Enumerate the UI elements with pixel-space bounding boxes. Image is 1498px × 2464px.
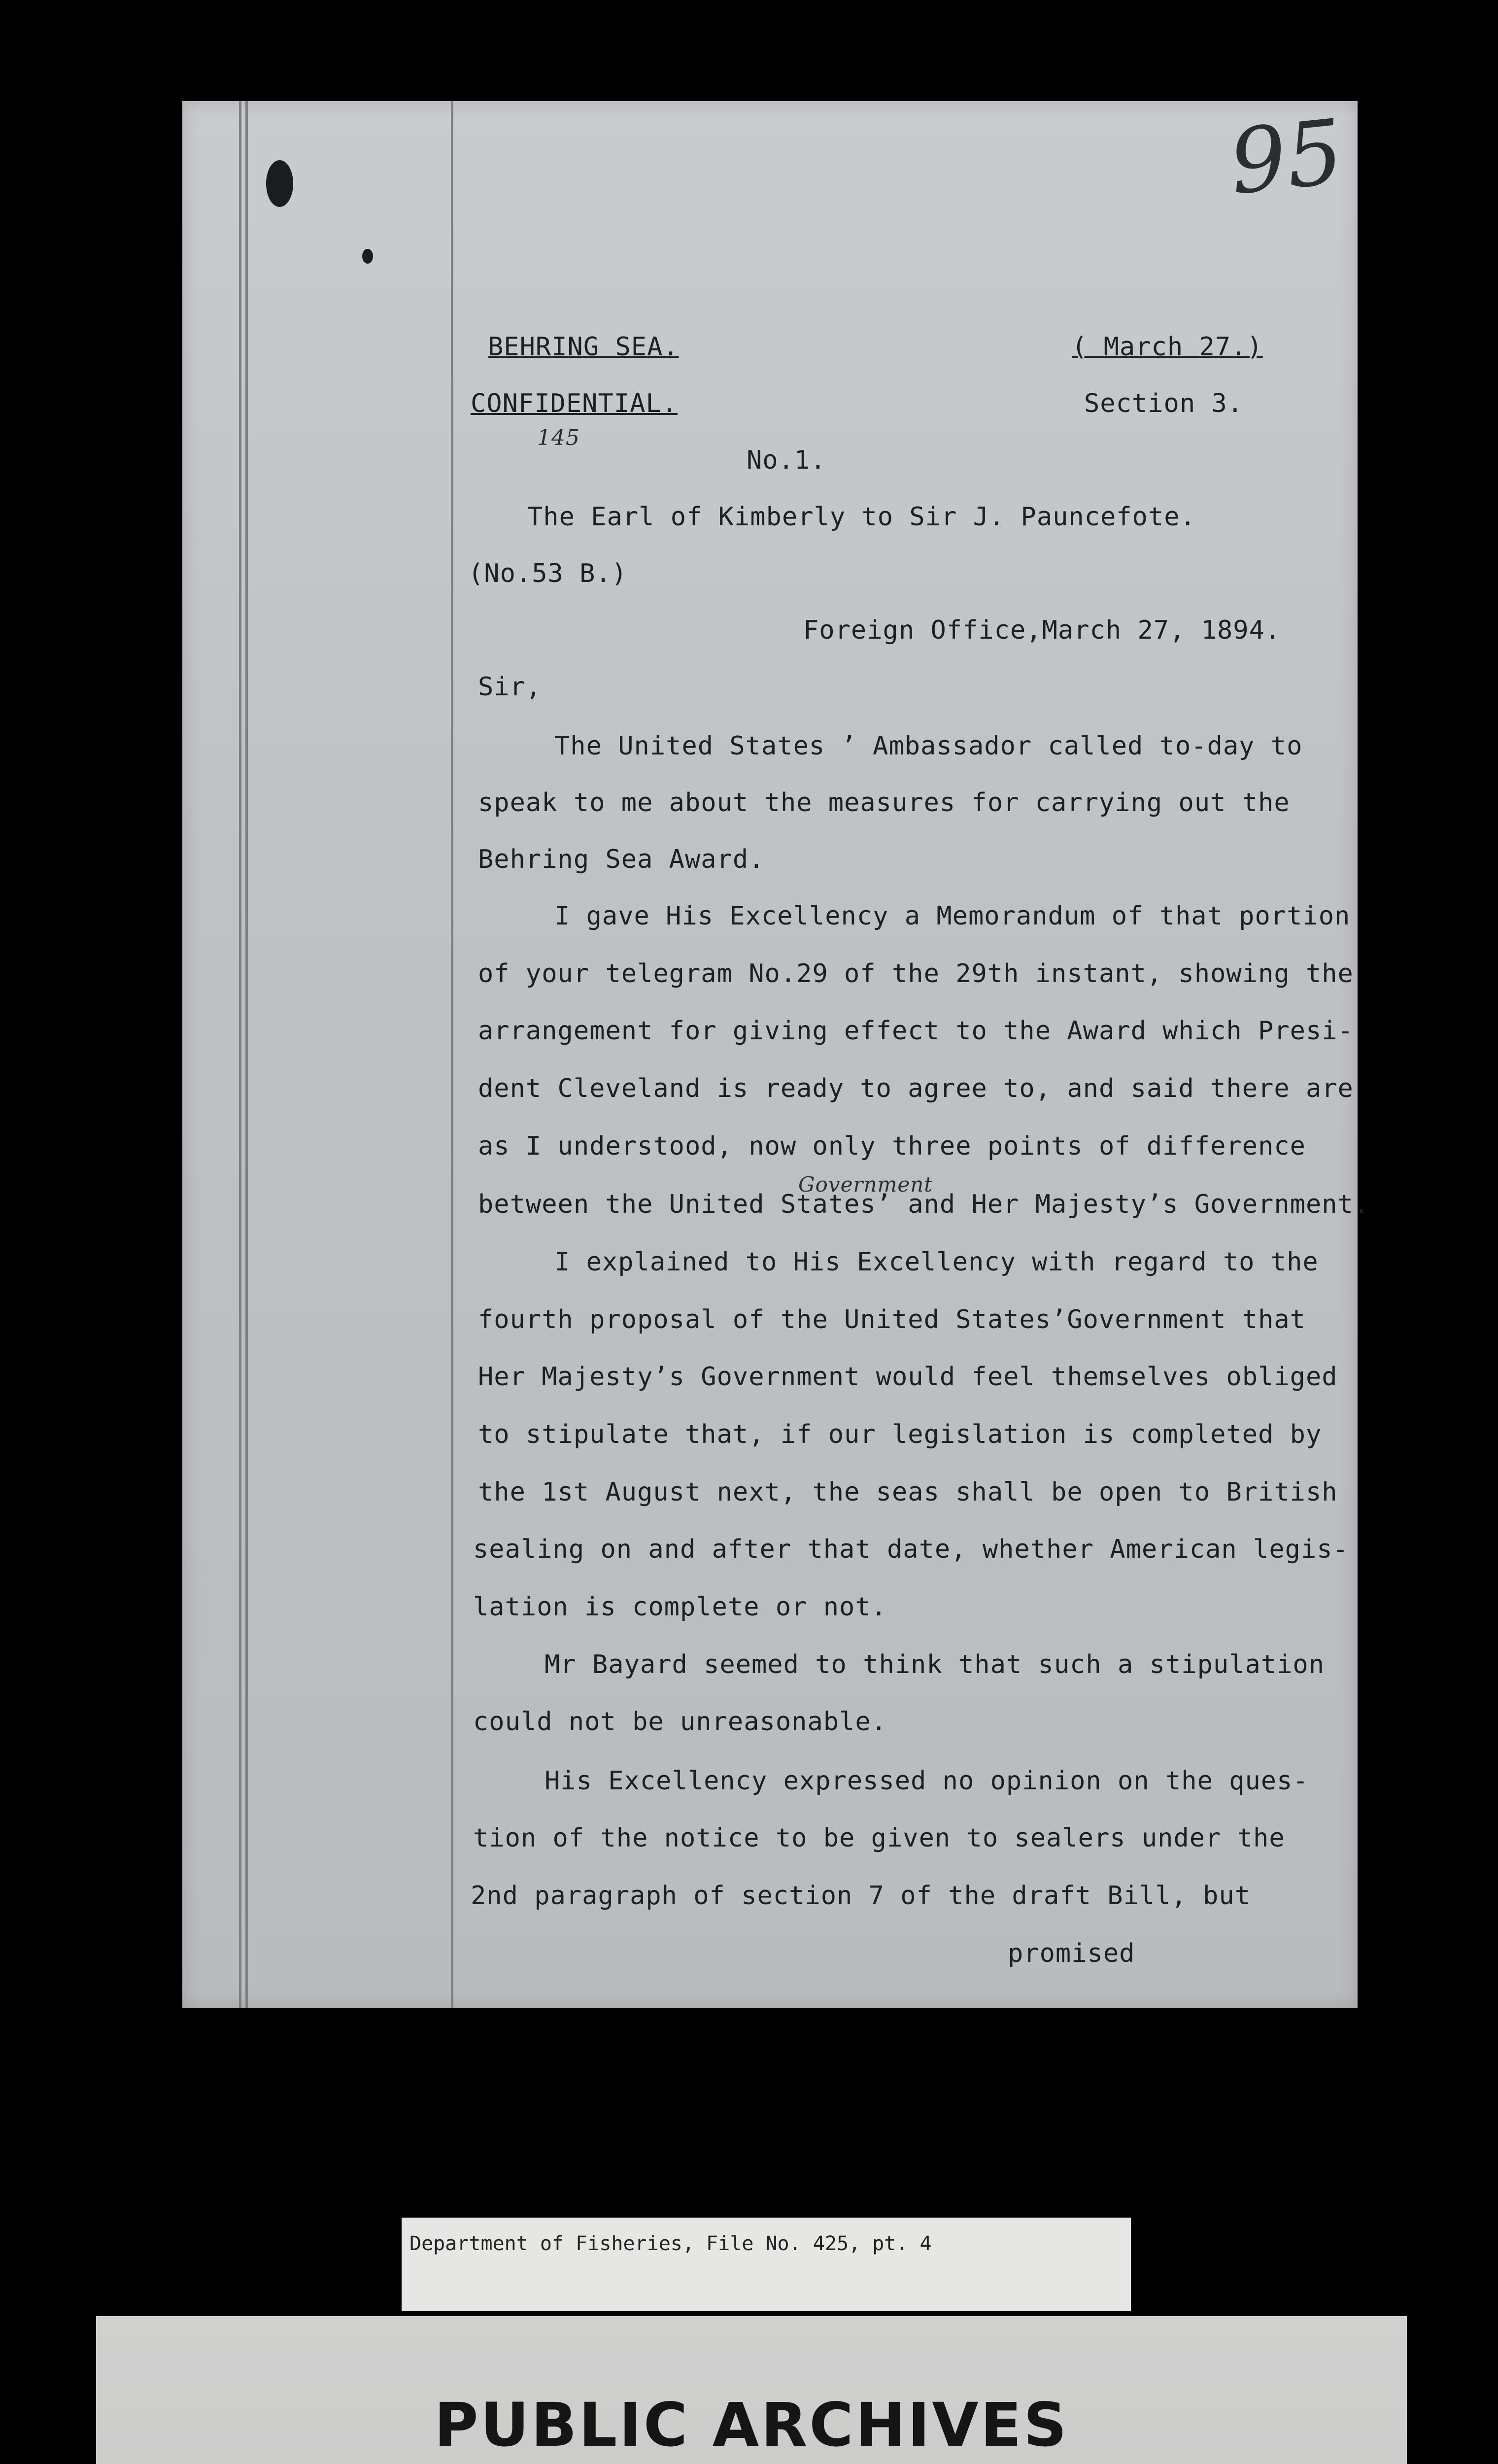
letter-text — [182, 101, 1370, 2008]
archive-stamp-card — [96, 2316, 1407, 2464]
body-line: The United States ’ Ambassador called to-day to — [554, 731, 1303, 761]
body-line: fourth proposal of the United States’Government that — [478, 1305, 1306, 1335]
reference: (No.53 B.) — [468, 559, 628, 588]
body-line: to stipulate that, if our legislation is completed by — [478, 1420, 1322, 1449]
body-line: as I understood, now only three points of difference — [478, 1131, 1306, 1161]
catchword: promised — [1008, 1939, 1135, 1968]
body-line: Mr Bayard seemed to think that such a stipulation — [545, 1650, 1325, 1679]
body-line: dent Cleveland is ready to agree to, and said there are — [478, 1074, 1354, 1103]
file-label-text: Department of Fisheries, File No. 425, pt. 4 — [409, 2232, 932, 2255]
body-line: Behring Sea Award. — [478, 845, 765, 874]
body-line: of your telegram No.29 of the 29th instant, showing the — [478, 959, 1354, 989]
body-line: tion of the notice to be given to sealers under the — [473, 1823, 1285, 1853]
body-line: I explained to His Excellency with regard to the — [554, 1247, 1319, 1277]
body-line: His Excellency expressed no opinion on the ques- — [545, 1766, 1309, 1796]
body-line: the 1st August next, the seas shall be open to British — [478, 1477, 1338, 1507]
file-label — [402, 2218, 1131, 2311]
handwritten-number: 145 — [537, 425, 580, 450]
heading-left: BEHRING SEA. — [488, 332, 679, 362]
classification: CONFIDENTIAL. — [471, 389, 678, 418]
section-label: Section 3. — [1084, 389, 1244, 418]
body-line: 2nd paragraph of section 7 of the draft Bill, but — [471, 1881, 1251, 1911]
body-line: could not be unreasonable. — [473, 1707, 887, 1737]
handwritten-insertion: Government — [798, 1172, 933, 1197]
document-page — [182, 100, 1370, 2008]
body-line: arrangement for giving effect to the Award which Presi- — [478, 1016, 1354, 1046]
body-line: speak to me about the measures for carrying out the — [478, 788, 1290, 818]
letter-number: No.1. — [747, 445, 826, 475]
folio-number: 95 — [1225, 100, 1348, 215]
body-line: Her Majesty’s Government would feel themselves obliged — [478, 1362, 1338, 1392]
body-line: I gave His Excellency a Memorandum of that portion — [554, 901, 1351, 931]
heading-right: ( March 27.) — [1072, 332, 1263, 362]
archive-line-1: PUBLIC ARCHIVES — [434, 2390, 1069, 2460]
body-line: lation is complete or not. — [473, 1592, 887, 1622]
body-line: between the United States’ and Her Majesty’s Government. — [478, 1190, 1370, 1219]
body-line: sealing on and after that date, whether American legis- — [473, 1535, 1349, 1564]
salutation: Sir, — [478, 672, 542, 702]
correspondents: The Earl of Kimberly to Sir J. Pauncefote. — [527, 502, 1196, 532]
place-date: Foreign Office,March 27, 1894. — [803, 616, 1281, 645]
